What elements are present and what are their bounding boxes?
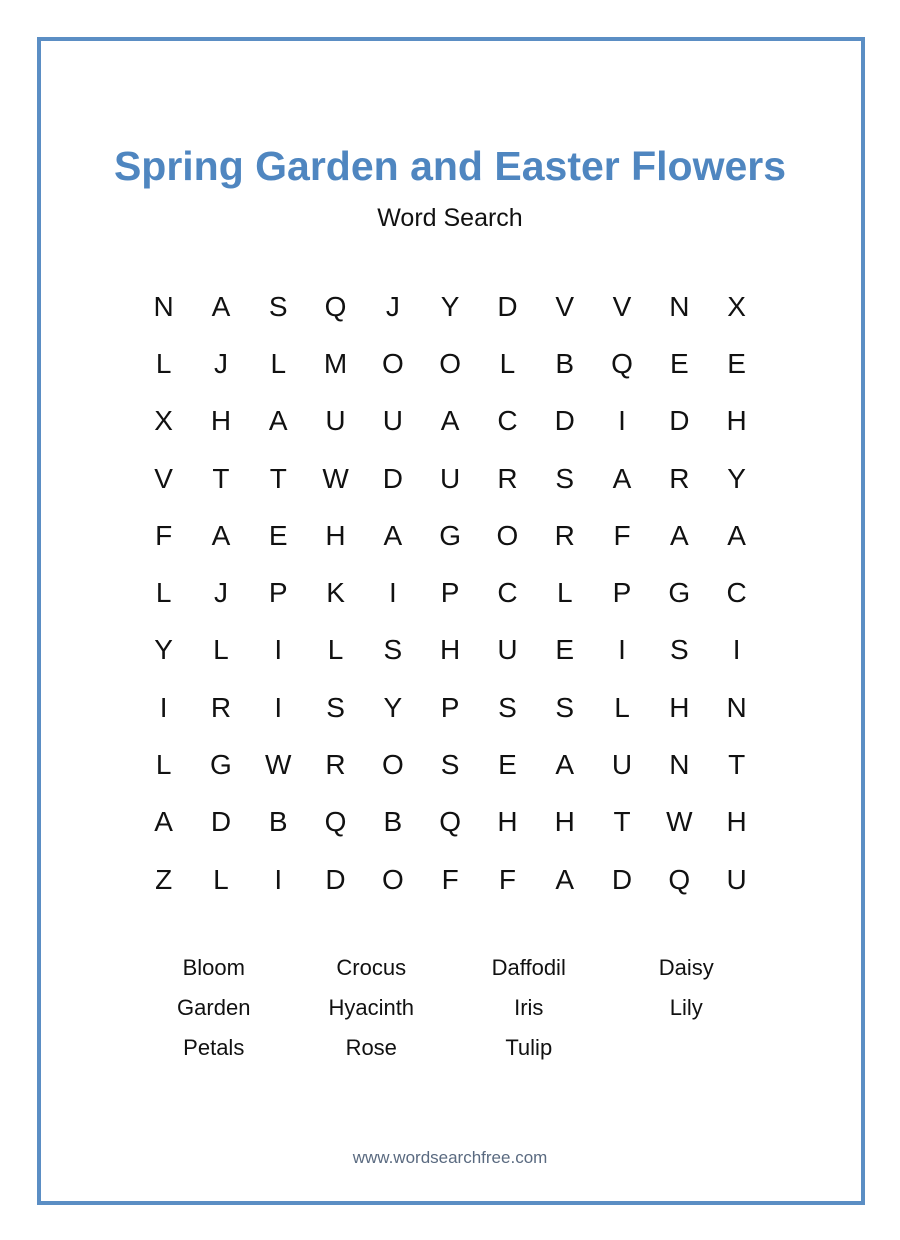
- grid-letter[interactable]: Q: [324, 806, 347, 838]
- grid-letter[interactable]: I: [274, 634, 283, 666]
- grid-letter[interactable]: S: [326, 691, 345, 723]
- word-list-item: Rose: [345, 1035, 397, 1060]
- grid-letter[interactable]: V: [555, 290, 575, 322]
- grid-letter[interactable]: T: [613, 806, 631, 838]
- grid-letter[interactable]: W: [322, 462, 349, 494]
- grid-letter[interactable]: L: [270, 347, 287, 379]
- grid-letter[interactable]: D: [210, 806, 232, 838]
- grid-letter[interactable]: Z: [155, 863, 173, 895]
- grid-letter[interactable]: Y: [440, 290, 460, 322]
- grid-letter[interactable]: L: [155, 577, 172, 609]
- grid-letter[interactable]: A: [211, 519, 231, 551]
- footer-url[interactable]: www.wordsearchfree.com: [352, 1148, 548, 1167]
- grid-letter[interactable]: B: [555, 347, 575, 379]
- grid-letter[interactable]: O: [439, 347, 462, 379]
- grid-letter[interactable]: F: [155, 519, 173, 551]
- grid-letter[interactable]: B: [268, 806, 288, 838]
- grid-letter[interactable]: D: [554, 405, 575, 437]
- word-list-item: Daisy: [658, 955, 714, 980]
- grid-letter[interactable]: S: [440, 749, 460, 781]
- letter-grid: [135, 278, 765, 908]
- grid-letter[interactable]: D: [611, 863, 633, 895]
- grid-letter[interactable]: A: [440, 405, 460, 437]
- grid-letter[interactable]: S: [555, 462, 575, 494]
- grid-letter[interactable]: F: [441, 863, 459, 895]
- grid-letter[interactable]: L: [213, 863, 229, 895]
- grid-letter[interactable]: I: [732, 634, 741, 666]
- grid-letter[interactable]: E: [498, 749, 517, 781]
- grid-letter[interactable]: R: [497, 462, 518, 494]
- grid-letter[interactable]: C: [497, 405, 518, 437]
- grid-letter[interactable]: L: [155, 347, 172, 379]
- grid-letter[interactable]: L: [499, 347, 516, 379]
- grid-letter[interactable]: P: [612, 577, 632, 609]
- grid-letter[interactable]: W: [666, 806, 693, 838]
- grid-letter[interactable]: P: [268, 577, 288, 609]
- grid-letter[interactable]: S: [383, 634, 403, 666]
- grid-letter[interactable]: P: [440, 577, 460, 609]
- grid-letter[interactable]: S: [555, 691, 575, 723]
- grid-letter[interactable]: V: [612, 290, 632, 322]
- word-list-item: Petals: [183, 1035, 245, 1060]
- grid-letter[interactable]: A: [211, 290, 231, 322]
- grid-letter[interactable]: I: [274, 863, 283, 895]
- grid-letter[interactable]: J: [213, 577, 228, 609]
- grid-letter[interactable]: E: [669, 347, 689, 379]
- grid-letter[interactable]: H: [440, 634, 461, 666]
- grid-letter[interactable]: M: [323, 347, 348, 379]
- word-list-item: Bloom: [182, 955, 245, 980]
- grid-letter[interactable]: H: [325, 519, 346, 551]
- grid-letter[interactable]: N: [726, 691, 747, 723]
- grid-letter[interactable]: A: [555, 749, 575, 781]
- grid-letter[interactable]: C: [726, 577, 747, 609]
- grid-letter[interactable]: R: [325, 749, 346, 781]
- grid-letter[interactable]: T: [728, 749, 746, 781]
- grid-letter[interactable]: E: [727, 347, 746, 379]
- grid-letter[interactable]: D: [669, 405, 690, 437]
- grid-letter[interactable]: J: [213, 347, 228, 379]
- grid-letter[interactable]: R: [554, 519, 575, 551]
- grid-letter[interactable]: N: [669, 290, 690, 322]
- page-subtitle: Word Search: [377, 204, 523, 232]
- grid-letter[interactable]: S: [498, 691, 517, 723]
- grid-letter[interactable]: I: [388, 577, 397, 609]
- grid-letter[interactable]: X: [154, 405, 173, 437]
- grid-letter[interactable]: U: [440, 462, 461, 494]
- word-list-item: Hyacinth: [328, 995, 415, 1020]
- grid-letter[interactable]: H: [669, 691, 690, 723]
- grid-letter[interactable]: Q: [668, 863, 691, 895]
- grid-letter[interactable]: O: [381, 863, 404, 895]
- grid-letter[interactable]: S: [268, 290, 288, 322]
- grid-letter[interactable]: Q: [611, 347, 633, 379]
- grid-letter[interactable]: P: [440, 691, 460, 723]
- word-list-item: Iris: [514, 995, 544, 1020]
- grid-letter[interactable]: Y: [154, 634, 173, 666]
- word-list-item: Garden: [177, 995, 251, 1020]
- grid-letter[interactable]: Y: [727, 462, 746, 494]
- word-list: [135, 952, 765, 1072]
- grid-letter[interactable]: H: [726, 405, 747, 437]
- grid-letter[interactable]: K: [326, 577, 345, 609]
- word-list-item: Tulip: [505, 1035, 553, 1060]
- grid-letter[interactable]: T: [212, 462, 230, 494]
- grid-letter[interactable]: G: [210, 749, 232, 781]
- grid-letter[interactable]: L: [614, 691, 630, 723]
- grid-letter[interactable]: H: [210, 405, 232, 437]
- grid-letter[interactable]: N: [153, 290, 174, 322]
- grid-letter[interactable]: B: [383, 806, 403, 838]
- grid-letter[interactable]: D: [497, 290, 518, 322]
- grid-letter[interactable]: A: [612, 462, 632, 494]
- grid-letter[interactable]: A: [154, 806, 173, 838]
- grid-letter[interactable]: Q: [324, 290, 347, 322]
- grid-letter[interactable]: L: [213, 634, 229, 666]
- grid-letter[interactable]: Y: [383, 691, 403, 723]
- grid-letter[interactable]: E: [268, 519, 288, 551]
- grid-letter[interactable]: Q: [439, 806, 462, 838]
- grid-letter[interactable]: R: [210, 691, 232, 723]
- grid-letter[interactable]: A: [268, 405, 288, 437]
- grid-letter[interactable]: R: [669, 462, 690, 494]
- grid-letter[interactable]: N: [669, 749, 690, 781]
- grid-letter[interactable]: H: [497, 806, 518, 838]
- grid-letter[interactable]: G: [439, 519, 462, 551]
- grid-letter[interactable]: U: [497, 634, 518, 666]
- grid-letter[interactable]: I: [159, 691, 168, 723]
- grid-letter[interactable]: H: [726, 806, 747, 838]
- grid-letter[interactable]: C: [497, 577, 518, 609]
- grid-letter[interactable]: U: [726, 863, 747, 895]
- grid-letter[interactable]: L: [155, 749, 172, 781]
- grid-letter[interactable]: D: [325, 863, 346, 895]
- grid-letter[interactable]: A: [727, 519, 746, 551]
- grid-letter[interactable]: D: [382, 462, 403, 494]
- grid-letter[interactable]: U: [325, 405, 346, 437]
- grid-letter[interactable]: U: [611, 749, 633, 781]
- grid-letter[interactable]: A: [555, 863, 575, 895]
- grid-letter[interactable]: O: [381, 347, 404, 379]
- grid-letter[interactable]: A: [383, 519, 403, 551]
- grid-letter[interactable]: U: [382, 405, 403, 437]
- grid-letter[interactable]: W: [265, 749, 292, 781]
- grid-letter[interactable]: F: [498, 863, 516, 895]
- grid-letter[interactable]: L: [556, 577, 573, 609]
- word-list-item: Daffodil: [491, 955, 566, 980]
- word-list-item: Lily: [669, 995, 703, 1020]
- grid-letter[interactable]: O: [496, 519, 519, 551]
- grid-letter[interactable]: X: [727, 290, 746, 322]
- grid-letter[interactable]: J: [385, 290, 400, 322]
- grid-letter[interactable]: F: [613, 519, 631, 551]
- grid-letter[interactable]: I: [618, 634, 626, 666]
- grid-letter[interactable]: S: [669, 634, 689, 666]
- grid-letter[interactable]: O: [381, 749, 404, 781]
- grid-letter[interactable]: T: [269, 462, 287, 494]
- grid-letter[interactable]: A: [669, 519, 689, 551]
- grid-letter[interactable]: V: [154, 462, 173, 494]
- grid-letter[interactable]: E: [555, 634, 575, 666]
- grid-letter[interactable]: H: [554, 806, 575, 838]
- grid-letter[interactable]: L: [327, 634, 344, 666]
- grid-letter[interactable]: I: [274, 691, 283, 723]
- page-title: Spring Garden and Easter Flowers: [113, 143, 787, 189]
- word-list-item: Crocus: [336, 955, 407, 980]
- grid-letter[interactable]: I: [618, 405, 626, 437]
- grid-letter[interactable]: G: [668, 577, 691, 609]
